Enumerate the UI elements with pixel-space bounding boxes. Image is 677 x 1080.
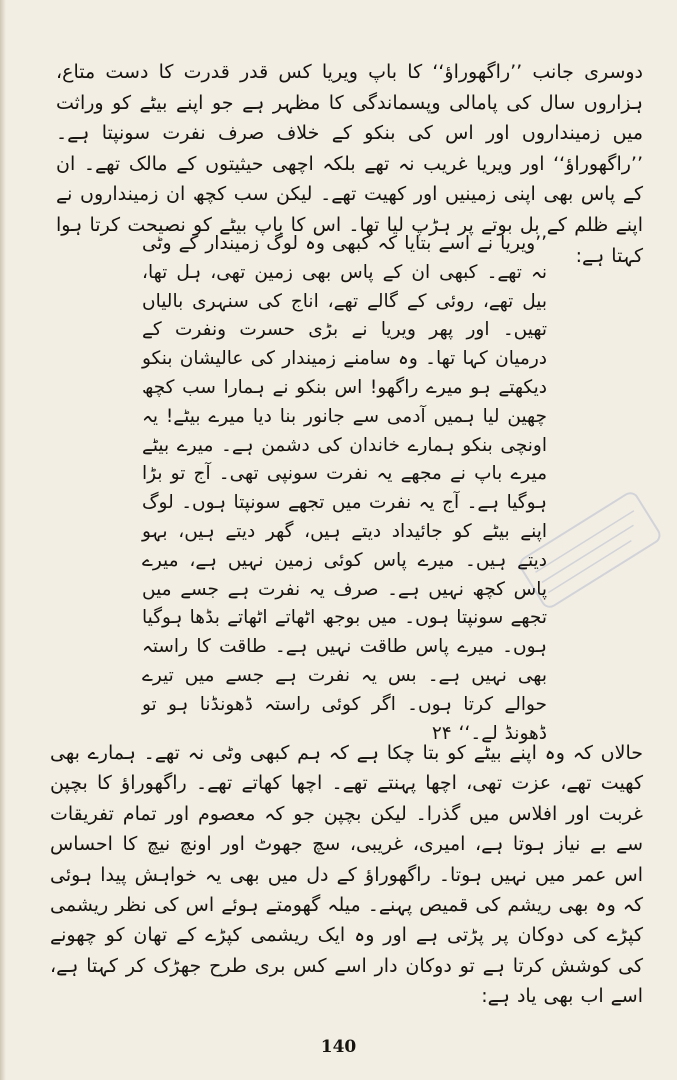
block-quote: ’’ویریا نے اسے بتایا کہ کبھی وہ لوگ زمیندار کے وٹی نہ تھے۔ کبھی ان کے پاس بھی زمین تھی، ہل تھا، بیل تھے، روئی کے گالے تھے، اناج کی سنہری بالیاں تھیں۔ اور پھر ویریا نے بڑی حسرت ونفرت کے درمیان کہا تھا۔ وہ سامنے زمیندار کی عالیشان بنکو دیکھتے ہو میرے راگھو! اس بنکو نے ہمارا سب کچھ چھین لیا ہمیں آدمی سے جانور بنا دیا میرے بیٹے! یہ اونچی بنکو ہمارے خاندان کی دشمن ہے۔ میرے بیٹے میرے باپ نے مجھے یہ نفرت سونپی تھی۔ آج تو بڑا ہوگیا ہے۔ آج یہ نفرت میں تجھے سونپتا ہوں۔ لوگ اپنے بیٹے کو جائیداد دیتے ہیں، گھر دیتے ہیں، بہو دیتے ہیں۔ میرے پاس کوئی زمین نہیں ہے، میرے پاس کچھ نہیں ہے۔ صرف یہ نفرت ہے جسے میں تجھے سونپتا ہوں۔ میں بوجھ اٹھاتے اٹھاتے بڈھا ہوگیا ہوں۔ میرے پاس طاقت نہیں ہے۔ طاقت کا راستہ بھی نہیں ہے۔ بس یہ نفرت ہے جسے میں تیرے حوالے کرتا ہوں۔ اگر کوئی راستہ ڈھونڈنا ہو تو ڈھونڈ لے۔‘‘ ۲۴ <box>142 233 547 744</box>
closing-paragraph: حالاں کہ وہ اپنے بیٹے کو بتا چکا ہے کہ ہم کبھی وٹی نہ تھے۔ ہمارے بھی کھیت تھے، عزت تھی، اچھا پہنتے تھے۔ اچھا کھاتے تھے۔ راگھوراؤ کا بچپن غربت اور افلاس میں گذرا۔ لیکن بچپن جو کہ معصوم اور تمام تفریقات سے بے نیاز ہوتا ہے، امیری، غریبی، سچ جھوٹ اور اونچ نیچ کا احساس اس عمر میں نہیں ہوتا۔ راگھوراؤ کے دل میں بھی یہ خواہش پیدا ہوئی کہ وہ بھی ریشم کی قمیص پہنے۔ میلہ گھومتے ہوئے اس کی نظر ریشمی کپڑے کی دوکان پر پڑتی ہے اور وہ ایک ریشمی کپڑے کے تھان کو چھونے کی کوشش کرتا ہے تو دوکان دار اسے کس بری طرح جھڑک کر کہتا ہے، اسے اب بھی یاد ہے: <box>50 742 643 1008</box>
intro-paragraph: دوسری جانب ’’راگھوراؤ‘‘ کا باپ ویریا کس قدر قدرت کا دست متاع، ہزاروں سال کی پامالی وپسماندگی کا مظہر ہے جو اپنے بیٹے کو وراثت میں زمینداروں اور اس کی بنکو کے خلاف صرف نفرت سونپتا ہے۔ ’’راگھوراؤ‘‘ اور ویریا غریب نہ تھے بلکہ اچھی حیثیتوں کے مالک تھے۔ ان کے پاس بھی اپنی زمینیں اور کھیت تھے۔ لیکن سب کچھ ان زمینداروں نے اپنے ظلم کے بل بوتے پر ہڑپ لیا تھا۔ اس کا باپ بیٹے کو نصیحت کرتا ہوا کہتا ہے: <box>56 61 643 267</box>
page-number: 140 <box>320 1037 357 1057</box>
